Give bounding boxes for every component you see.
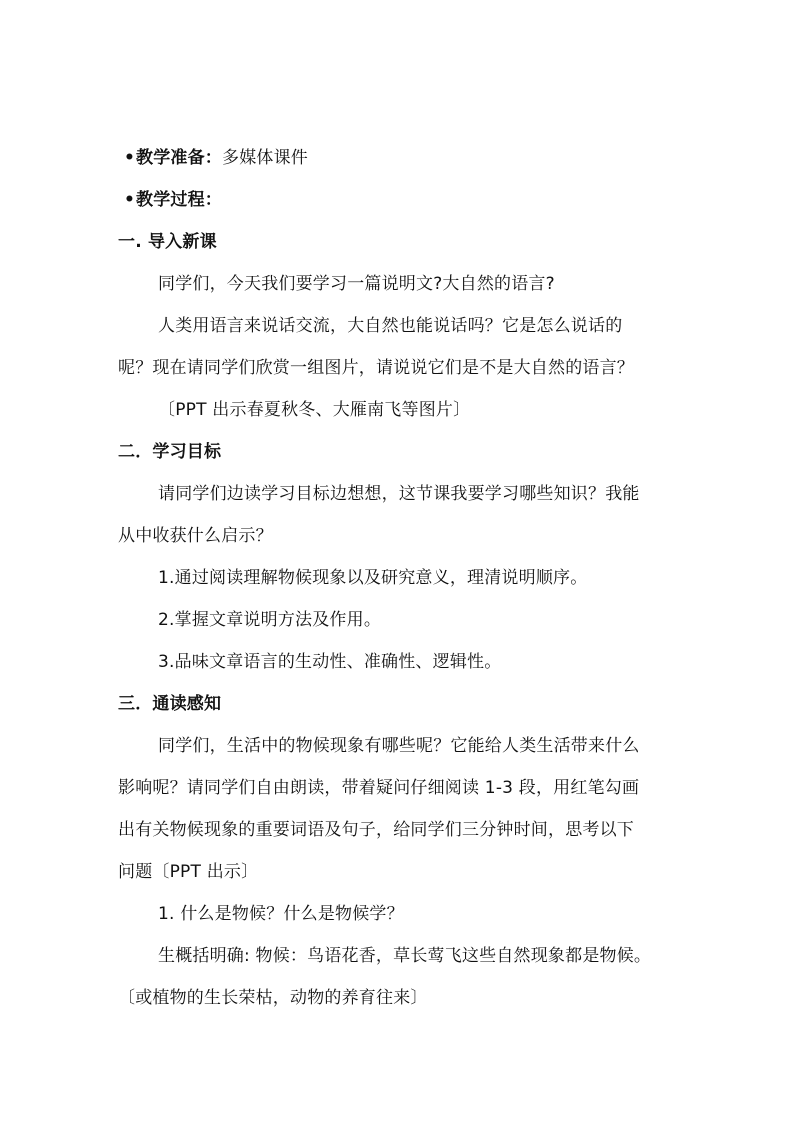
goal-item: 1.通过阅读理解物候现象以及研究意义，理清说明顺序。 bbox=[158, 568, 588, 588]
reading-paragraph-line-3: 出有关物候现象的重要词语及句子，给同学们三分钟时间，思考以下 bbox=[118, 820, 634, 840]
intro-paragraph-2-line-2: 呢？现在请同学们欣赏一组图片，请说说它们是不是大自然的语言？ bbox=[118, 358, 634, 378]
question-1: 1. 什么是物候？什么是物候学？ bbox=[158, 904, 404, 924]
answer-1-line-2: 〔或植物的生长荣枯，动物的养育往来〕 bbox=[118, 988, 428, 1008]
teaching-prep-label: 教学准备： bbox=[136, 148, 222, 168]
reading-paragraph-line-1: 同学们，生活中的物候现象有哪些呢？它能给人类生活带来什么 bbox=[158, 736, 640, 756]
goals-paragraph-line-2: 从中收获什么启示？ bbox=[118, 526, 273, 546]
goals-paragraph-line-1: 请同学们边读学习目标边想想，这节课我要学习哪些知识？我能 bbox=[158, 484, 640, 504]
intro-paragraph-1: 同学们，今天我们要学习一篇说明文?大自然的语言? bbox=[158, 274, 555, 294]
teaching-process-line bbox=[118, 188, 678, 212]
teaching-prep-line bbox=[118, 146, 678, 170]
section-heading-goals: 二．学习目标 bbox=[118, 442, 222, 462]
answer-1-line-1: 生概括明确: 物候：鸟语花香，草长莺飞这些自然现象都是物候。 bbox=[158, 946, 652, 966]
reading-paragraph-line-2: 影响呢？请同学们自由朗读，带着疑问仔细阅读 1-3 段，用红笔勾画 bbox=[118, 778, 640, 798]
teaching-prep-value: 多媒体课件 bbox=[222, 148, 308, 168]
intro-ppt-note: 〔PPT 出示春夏秋冬、大雁南飞等图片〕 bbox=[158, 400, 471, 420]
section-heading-reading: 三．通读感知 bbox=[118, 694, 222, 714]
goal-item: 3.品味文章语言的生动性、准确性、逻辑性。 bbox=[158, 652, 502, 672]
section-heading-intro: 一. 导入新课 bbox=[118, 232, 217, 252]
teaching-process-label: 教学过程： bbox=[136, 190, 222, 210]
bullet-icon: • bbox=[124, 190, 136, 210]
reading-paragraph-line-4: 问题〔PPT 出示〕 bbox=[118, 862, 259, 882]
goal-item: 2.掌握文章说明方法及作用。 bbox=[158, 610, 382, 630]
bullet-icon: • bbox=[124, 148, 136, 168]
intro-paragraph-2-line-1: 人类用语言来说话交流，大自然也能说话吗？它是怎么说话的 bbox=[158, 316, 623, 336]
